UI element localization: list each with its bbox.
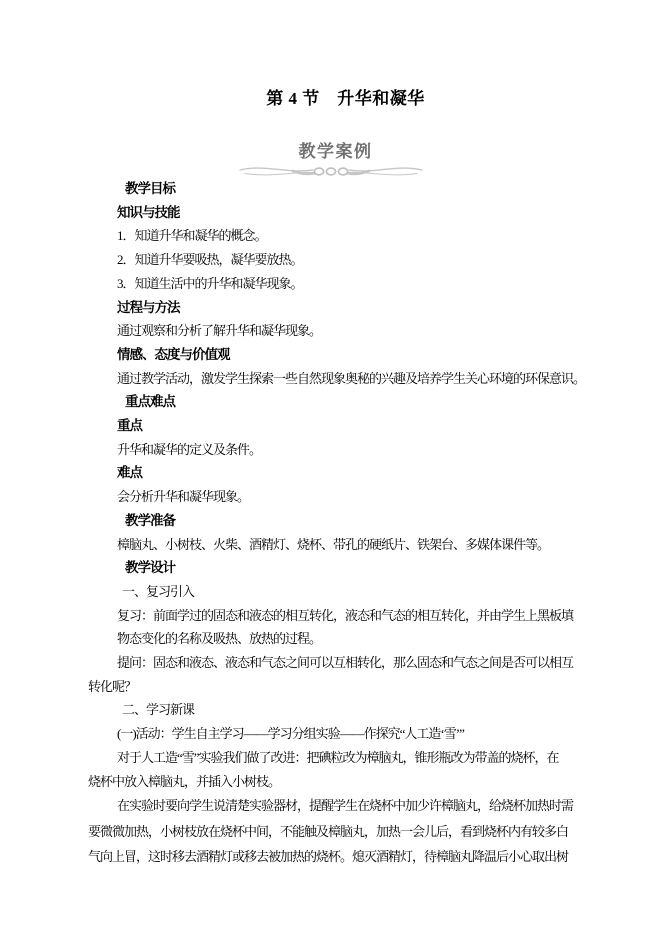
text-line: 要微微加热，小树枝放在烧杯中间，不能触及樟脑丸，加热一会儿后，看到烧杯内有较多白 [88, 823, 569, 839]
text-line: 提问：固态和液态、液态和气态之间可以互相转化，那么固态和气态之间是否可以相互 [117, 655, 574, 671]
sub-heading: 情感、态度与价值观 [117, 346, 230, 362]
document-body [88, 177, 586, 870]
section-heading: 教学准备 [125, 512, 175, 528]
text-line: 1．知道升华和凝华的概念。 [117, 228, 267, 244]
text-line: 一、复习引入 [122, 583, 195, 599]
text-line: 在实验时要向学生说清楚实验器材，提醒学生在烧杯中加少许樟脑丸，给烧杯加热时需 [117, 798, 574, 814]
text-line: 通过教学活动，激发学生探索一些自然现象奥秘的兴趣及培养学生关心环境的环保意识。 [117, 370, 586, 386]
section-heading: 教学设计 [125, 560, 175, 576]
sub-heading: 难点 [117, 465, 142, 481]
text-line: 物态变化的名称及吸热、放热的过程。 [117, 631, 322, 647]
text-line: 通过观察和分析了解升华和凝华现象。 [117, 323, 322, 339]
section-heading: 重点难点 [125, 394, 175, 410]
section-heading: 教学目标 [125, 181, 175, 196]
text-line: 升华和凝华的定义及条件。 [117, 441, 262, 457]
text-line: 复习：前面学过的固态和液态的相互转化，液态和气态的相互转化，并由学生上黑板填 [117, 607, 574, 623]
text-line: 烧杯中放入樟脑丸，并插入小树枝。 [88, 773, 281, 789]
text-line: 樟脑丸、小树枝、火柴、酒精灯、烧杯、带孔的硬纸片、铁架台、多媒体课件等。 [117, 536, 550, 552]
page-title: 第 4 节 升华和凝华 [266, 89, 425, 108]
sub-heading: 过程与方法 [117, 299, 180, 315]
banner-label: 教学案例 [298, 142, 373, 161]
text-line: 二、学习新课 [122, 702, 195, 718]
text-line: 气向上冒，这时移去酒精灯或移去被加热的烧杯。熄灭酒精灯，待樟脑丸降温后小心取出树 [88, 849, 569, 865]
sub-heading: 重点 [117, 418, 142, 434]
text-line: 3．知道生活中的升华和凝华现象。 [117, 275, 303, 291]
sub-heading: 知识与技能 [117, 204, 180, 220]
text-line: 2．知道升华要吸热，凝华要放热。 [117, 252, 303, 268]
text-line: 转化呢？ [88, 678, 137, 694]
text-line: 会分析升华和凝华现象。 [117, 489, 250, 505]
text-line: 对于人工造“雪”实验我们做了改进：把碘粒改为樟脑丸，锥形瓶改为带盖的烧杯，在 [117, 749, 559, 765]
text-line: (一)活动：学生自主学习——学习分组实验——作探究“人工造‘雪’” [117, 726, 464, 742]
